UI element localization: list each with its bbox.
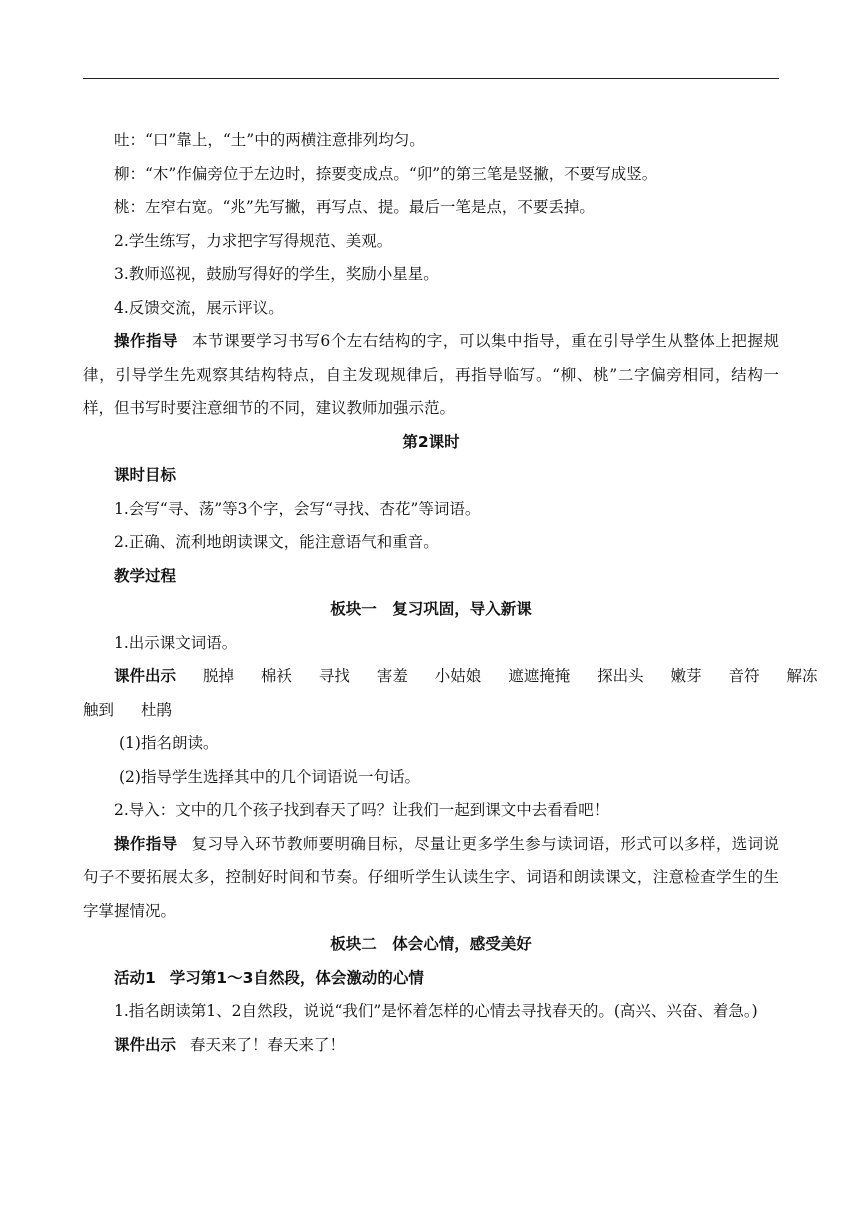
word: 小姑娘 [434,667,482,685]
step-2: 2.学生练写，力求把字写得规范、美观。 [114,231,393,250]
courseware-label: 课件出示 [114,667,177,685]
document-body [83,124,818,1062]
word: 触到 [83,700,115,719]
process-heading: 教学过程 [114,566,177,585]
activity-text: 学习第1～3自然段，体会激动的心情 [169,968,424,987]
block-2-item-1: 1.指名朗读第1、2自然段，说说“我们”是怀着怎样的心情去寻找春天的。(高兴、兴奋、着急。) [114,1002,758,1020]
courseware-words [83,660,818,694]
line-liu: 柳：“木”作偏旁位于左边时，捺要变成点。“卯”的第三笔是竖撇，不要写成竖。 [114,164,658,183]
block-1-item-1: 1.出示课文词语。 [114,633,238,652]
word: 杜鹃 [140,700,172,719]
block-1-item-2: 2.导入：文中的几个孩子找到春天了吗？让我们一起到课文中去看看吧！ [114,801,610,819]
courseware-label: 课件出示 [114,1035,177,1054]
lesson-title: 第2课时 [402,432,460,451]
word: 遮遮掩掩 [508,667,571,685]
guide-paragraph-2 [83,828,779,929]
guide-paragraph-1 [83,325,779,426]
block-1-title: 板块一 复习巩固，导入新课 [330,600,532,618]
word: 嫩芽 [670,667,702,685]
guide-label: 操作指导 [114,332,179,350]
activity-heading [83,962,779,996]
courseware-words-2 [83,694,779,728]
courseware-line [83,1029,779,1063]
word: 解冻 [786,667,818,685]
block-1-sub-2: (2)指导学生选择其中的几个词语说一句话。 [119,767,420,786]
step-3: 3.教师巡视，鼓励写得好的学生，奖励小星星。 [114,265,439,283]
guide-text: 本节课要学习书写6个左右结构的字，可以集中指导，重在引导学生从整体上把握规律，引导学生先观察其结构特点，自主发现规律后，再指导临写。“柳、桃”二字偏旁相同，结构一样，但书写时要注意细节的不同，建议教师加强示范。 [83,332,779,417]
courseware-text: 春天来了！春天来了！ [190,1035,346,1054]
block-1-sub-1: (1)指名朗读。 [119,734,219,752]
word: 脱掉 [202,667,234,685]
word: 音符 [728,667,760,685]
goals-heading: 课时目标 [114,466,177,484]
goal-1: 1.会写“寻、荡”等3个字，会写“寻找、杏花”等词语。 [114,499,481,518]
word: 探出头 [597,667,644,685]
word: 害羞 [376,667,408,685]
guide-text: 复习导入环节教师要明确目标，尽量让更多学生参与读词语，形式可以多样，选词说句子不要拓展太多，控制好时间和节奏。仔细听学生认读生字、词语和朗读课文，注意检查学生的生字掌握情况。 [83,834,779,920]
word: 棉袄 [260,667,292,685]
guide-label: 操作指导 [114,834,178,853]
header-rule [83,78,779,79]
line-tao: 桃：左窄右宽。“兆”先写撇，再写点、提。最后一笔是点，不要丢掉。 [114,198,595,216]
line-tu: 吐：“口”靠上，“土”中的两横注意排列均匀。 [114,131,425,149]
step-4: 4.反馈交流，展示评议。 [114,298,284,317]
block-2-title: 板块二 体会心情，感受美好 [330,935,532,953]
goal-2: 2.正确、流利地朗读课文，能注意语气和重音。 [114,533,439,551]
word: 寻找 [318,667,350,685]
activity-label: 活动1 [114,968,156,987]
